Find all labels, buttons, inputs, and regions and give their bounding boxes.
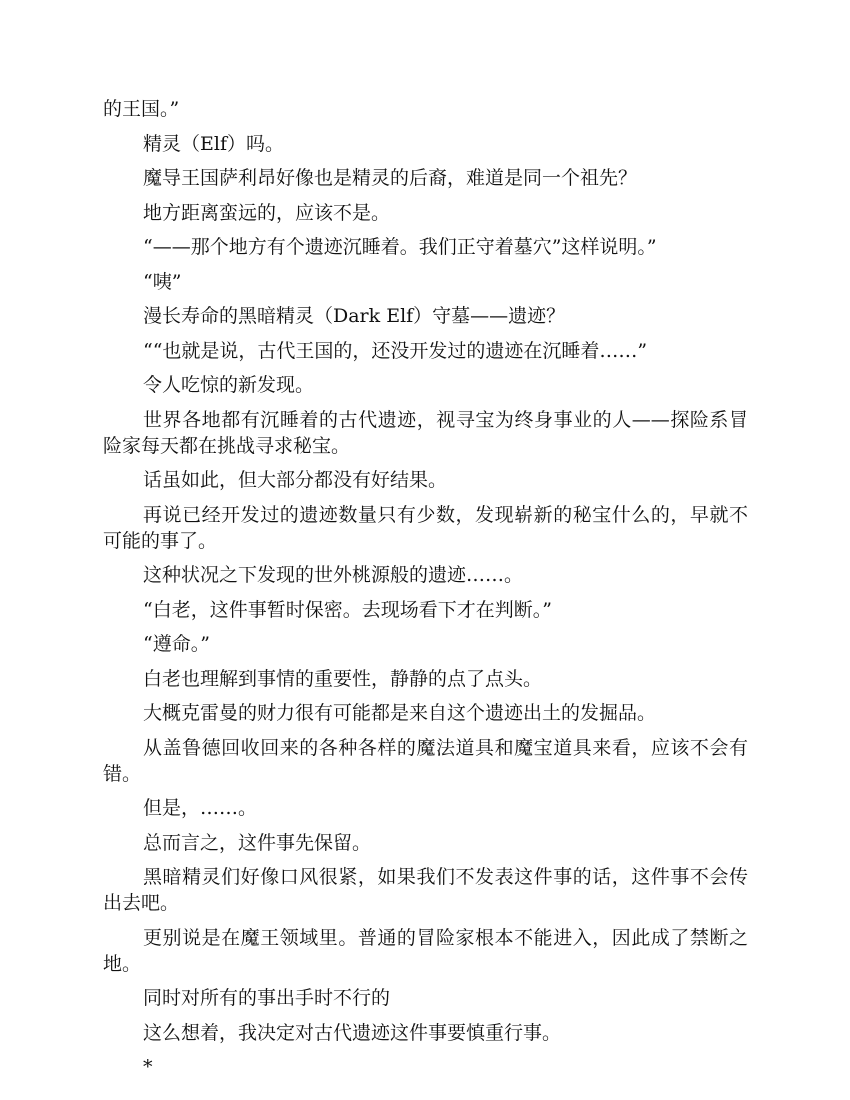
paragraph: 但是，……。 [143, 797, 258, 819]
paragraph: 这种状况之下发现的世外桃源般的遗迹……。 [143, 564, 524, 586]
paragraph: 的王国。” [103, 98, 180, 120]
paragraph: 魔导王国萨利昂好像也是精灵的后裔，难道是同一个祖先？ [143, 167, 638, 189]
paragraph: 令人吃惊的新发现。 [143, 374, 315, 396]
paragraph: 黑暗精灵们好像口风很紧，如果我们不发表这件事的话，这件事不会传出去吧。 [103, 866, 748, 914]
paragraph: “咦” [143, 270, 182, 293]
paragraph: 世界各地都有沉睡着的古代遗迹，视寻宝为终身事业的人——探险系冒险家每天都在挑战寻求秘宝。 [103, 408, 748, 457]
paragraph: 总而言之，这件事先保留。 [143, 831, 372, 854]
paragraph: “——那个地方有个遗迹沉睡着。我们正守着墓穴”这样说明。” [143, 236, 657, 258]
paragraph: 精灵（Elf）吗。 [143, 132, 284, 155]
paragraph: 白老也理解到事情的重要性，静静的点了点头。 [143, 667, 543, 690]
paragraph: 更别说是在魔王领域里。普通的冒险家根本不能进入，因此成了禁断之地。 [103, 926, 748, 975]
paragraph: 话虽如此，但大部分都没有好结果。 [143, 469, 448, 491]
paragraph: 再说已经开发过的遗迹数量只有少数，发现崭新的秘宝什么的，早就不可能的事了。 [103, 503, 748, 552]
paragraph: 这么想着，我决定对古代遗迹这件事要慎重行事。 [143, 1021, 562, 1044]
paragraph: ““也就是说，古代王国的，还没开发过的遗迹在沉睡着……” [143, 339, 648, 362]
paragraph: * [143, 1056, 153, 1078]
paragraph: 地方距离蛮远的，应该不是。 [143, 201, 391, 224]
paragraph: “遵命。” [143, 633, 210, 655]
paragraph: 同时对所有的事出手时不行的 [143, 987, 391, 1009]
paragraph: 漫长寿命的黑暗精灵（Dark Elf）守墓——遗迹？ [143, 305, 566, 327]
body-text [103, 96, 748, 1089]
paragraph: 从盖鲁德回收回来的各种各样的魔法道具和魔宝道具来看，应该不会有错。 [103, 736, 748, 785]
paragraph: “白老，这件事暂时保密。去现场看下才在判断。” [143, 598, 552, 621]
paragraph: 大概克雷曼的财力很有可能都是来自这个遗迹出土的发掘品。 [143, 702, 657, 724]
